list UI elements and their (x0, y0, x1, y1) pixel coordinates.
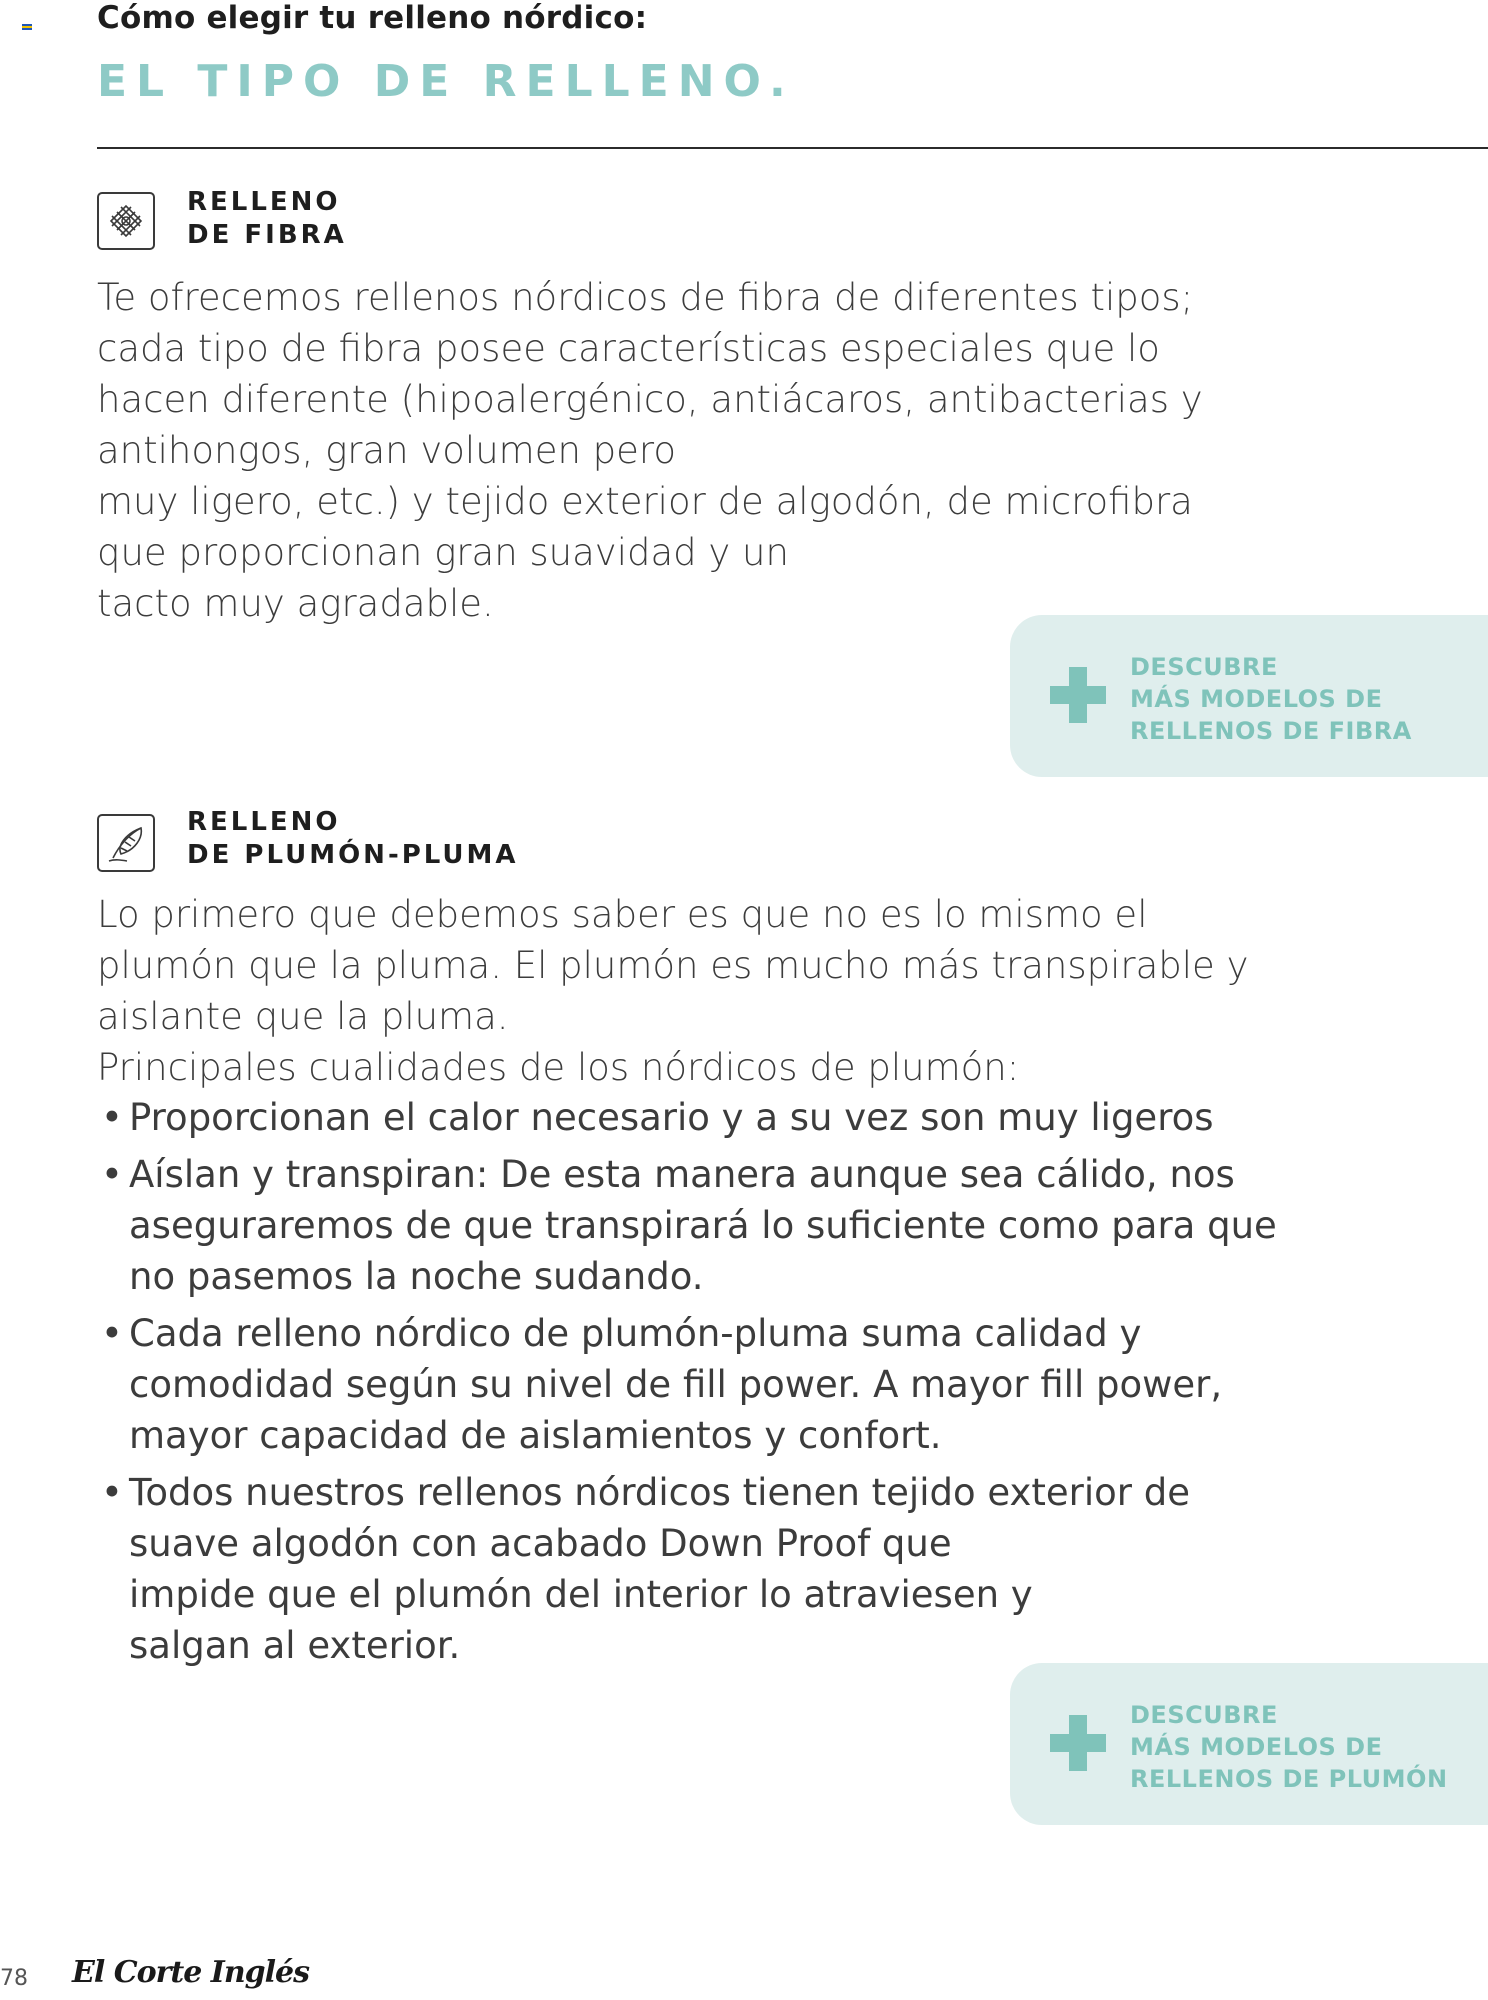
cta-line: MÁS MODELOS DE (1130, 685, 1383, 713)
text-line: Proporcionan el calor necesario y a su vez son muy ligeros (129, 1096, 1214, 1139)
text-line: Todos nuestros rellenos nórdicos tienen tejido exterior de (129, 1471, 1191, 1514)
text-line: comodidad según su nivel de fill power. A mayor fill power, (129, 1363, 1223, 1406)
cta-label (1130, 1699, 1448, 1795)
plus-icon (1050, 667, 1106, 723)
bullet-icon: • (101, 1153, 123, 1196)
list-item (97, 1308, 1277, 1461)
text-line: Cada relleno nórdico de plumón-pluma suma calidad y (129, 1312, 1142, 1355)
list-item (97, 1092, 1277, 1143)
text-line: Principales cualidades de los nórdicos de plumón: (97, 1046, 1020, 1089)
text-line: hacen diferente (hipoalergénico, antiácaros, antibacterias y (97, 378, 1203, 421)
text-line: muy ligero, etc.) y tejido exterior de algodón, de microfibra (97, 480, 1193, 523)
text-line: aseguraremos de que transpirará lo suficiente como para que (129, 1204, 1277, 1247)
cta-line: MÁS MODELOS DE (1130, 1733, 1383, 1761)
text-line: que proporcionan gran suavidad y un (97, 531, 789, 574)
cta-line: RELLENOS DE PLUMÓN (1130, 1765, 1448, 1793)
heading-line: DE FIBRA (187, 220, 347, 250)
qualities-list (97, 1092, 1277, 1677)
list-item (97, 1467, 1277, 1671)
feather-icon (97, 814, 155, 872)
text-line: aislante que la pluma. (97, 995, 509, 1038)
section-heading-fibra (187, 186, 347, 252)
text-line: plumón que la pluma. El plumón es mucho más transpirable y (97, 944, 1249, 987)
heading-line: RELLENO (187, 807, 341, 837)
brand-logo: El Corte Inglés (72, 1955, 309, 1990)
flag-icon (22, 24, 32, 30)
bullet-icon: • (101, 1312, 123, 1355)
bullet-icon: • (101, 1471, 123, 1514)
text-line: salgan al exterior. (129, 1624, 461, 1667)
heading-line: RELLENO (187, 187, 341, 217)
page-title: EL TIPO DE RELLENO. (97, 56, 795, 107)
discover-fibra-button[interactable] (1010, 615, 1488, 777)
text-line: suave algodón con acabado Down Proof que (129, 1522, 952, 1565)
text-line: tacto muy agradable. (97, 582, 494, 625)
text-line: Lo primero que debemos saber es que no es lo mismo el (97, 893, 1148, 936)
section-heading-plumon (187, 806, 519, 872)
heading-line: DE PLUMÓN-PLUMA (187, 840, 519, 870)
fibra-paragraph (97, 272, 1203, 629)
text-line: cada tipo de fibra posee características especiales que lo (97, 327, 1160, 370)
page-number: 78 (0, 1966, 28, 1991)
text-line: antihongos, gran volumen pero (97, 429, 676, 472)
cta-label (1130, 651, 1412, 747)
cta-line: DESCUBRE (1130, 1701, 1278, 1729)
page-kicker: Cómo elegir tu relleno nórdico: (97, 0, 648, 36)
title-divider (97, 147, 1488, 149)
text-line: no pasemos la noche sudando. (129, 1255, 704, 1298)
cta-line: DESCUBRE (1130, 653, 1278, 681)
text-line: mayor capacidad de aislamientos y confort. (129, 1414, 942, 1457)
text-line: impide que el plumón del interior lo atraviesen y (129, 1573, 1033, 1616)
text-line: Aíslan y transpiran: De esta manera aunque sea cálido, nos (129, 1153, 1235, 1196)
bullet-icon: • (101, 1096, 123, 1139)
plus-icon (1050, 1715, 1106, 1771)
plumon-paragraph (97, 889, 1248, 1093)
fiber-pattern-icon (97, 192, 155, 250)
discover-plumon-button[interactable] (1010, 1663, 1488, 1825)
text-line: Te ofrecemos rellenos nórdicos de fibra de diferentes tipos; (97, 276, 1194, 319)
cta-line: RELLENOS DE FIBRA (1130, 717, 1412, 745)
list-item (97, 1149, 1277, 1302)
